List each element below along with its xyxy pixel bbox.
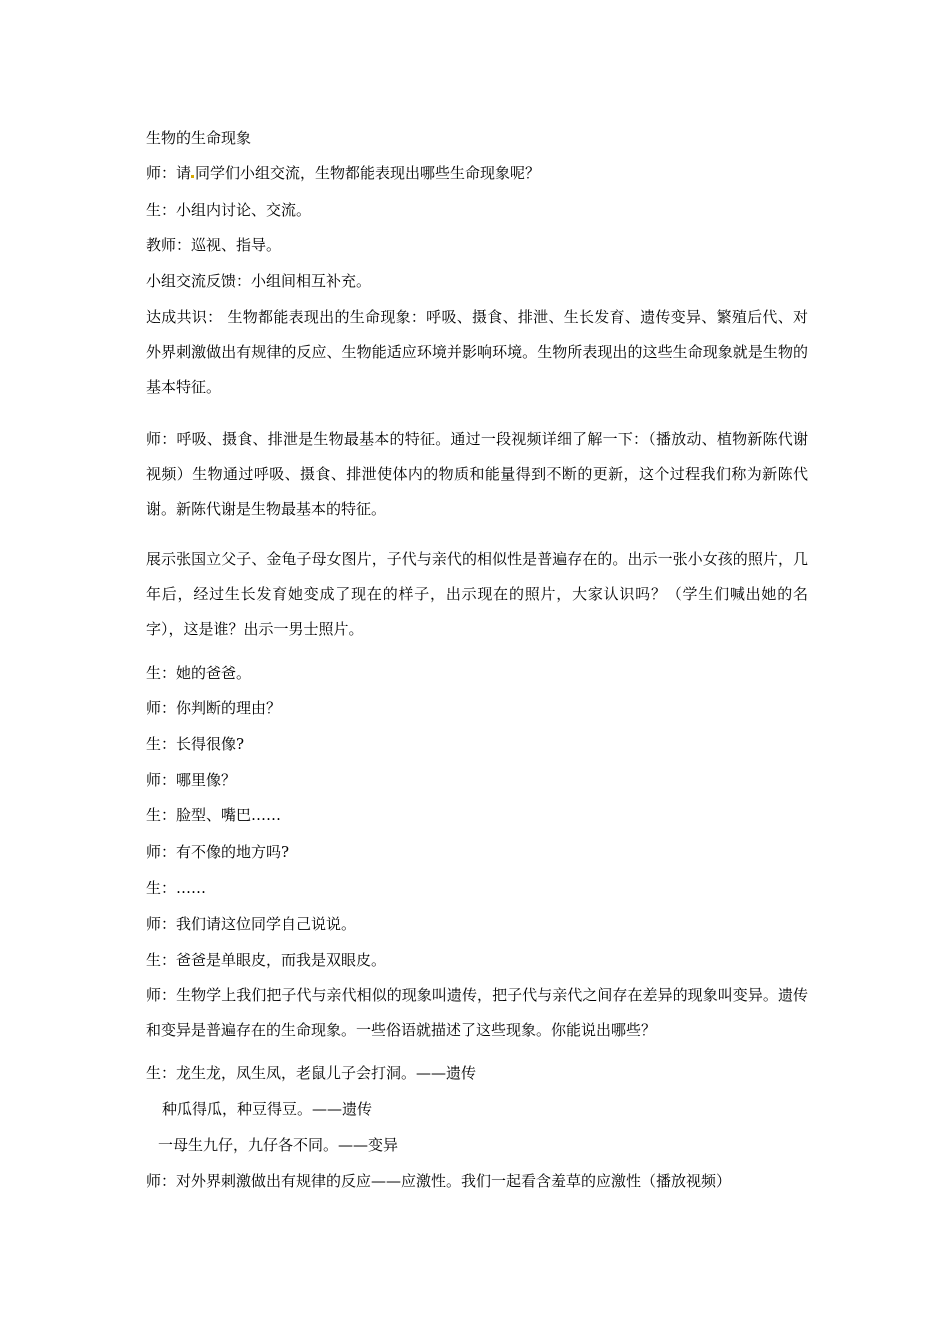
- paragraph: 种瓜得瓜，种豆得豆。——遗传: [162, 1100, 373, 1118]
- paragraph: 师：你判断的理由？: [146, 699, 282, 717]
- paragraph: 生：……: [146, 879, 207, 897]
- paragraph: 生：小组内讨论、交流。: [146, 201, 312, 219]
- paragraph: 师：对外界刺激做出有规律的反应——应激性。我们一起看含羞草的应激性（播放视频）: [146, 1172, 732, 1190]
- paragraph-text: 同学们小组交流，生物都能表现出哪些生命现象呢？: [195, 164, 541, 182]
- highlight-mark: [191, 175, 194, 178]
- paragraph: 师：生物学上我们把子代与亲代相似的现象叫遗传，把子代与亲代之间存在差异的现象叫变异。遗传和变异是普遍存在的生命现象。一些俗语就描述了这些现象。你能说出哪些？: [146, 986, 808, 1039]
- paragraph: 达成共识： 生物都能表现出的生命现象：呼吸、摄食、排泄、生长发育、遗传变异、繁殖后代、对外界刺激做出有规律的反应、生物能适应环境并影响环境。生物所表现出的这些生命现象就是生物的基本特征。: [146, 308, 808, 396]
- paragraph: 生：她的爸爸。: [146, 664, 252, 682]
- paragraph: 小组交流反馈：小组间相互补充。: [146, 272, 372, 290]
- paragraph: 生：爸爸是单眼皮，而我是双眼皮。: [146, 951, 387, 969]
- paragraph: 师：有不像的地方吗?: [146, 843, 290, 861]
- paragraph: 生：长得很像?: [146, 735, 245, 753]
- paragraph: 生：龙生龙，凤生凤，老鼠儿子会打洞。——遗传: [146, 1064, 477, 1082]
- paragraph: 师：哪里像？: [146, 771, 237, 789]
- section-title: 生物的生命现象: [146, 129, 252, 147]
- paragraph-text: 师：请: [146, 164, 192, 182]
- paragraph: 师：我们请这位同学自己说说。: [146, 915, 357, 933]
- paragraph: 教师：巡视、指导。: [146, 236, 282, 254]
- paragraph: [146, 163, 808, 184]
- paragraph: 生：脸型、嘴巴……: [146, 806, 282, 824]
- paragraph: 师：呼吸、摄食、排泄是生物最基本的特征。通过一段视频详细了解一下：（播放动、植物新陈代谢视频）生物通过呼吸、摄食、排泄使体内的物质和能量得到不断的更新，这个过程我们称为新陈代谢。新陈代谢是生物最基本的特征。: [146, 430, 808, 518]
- paragraph: 展示张国立父子、金龟子母女图片，子代与亲代的相似性是普遍存在的。出示一张小女孩的照片，几年后，经过生长发育她变成了现在的样子，出示现在的照片，大家认识吗？（学生们喊出她的名字），这是谁？出示一男士照片。: [146, 550, 808, 638]
- paragraph: 一母生九仔，九仔各不同。——变异: [158, 1136, 399, 1154]
